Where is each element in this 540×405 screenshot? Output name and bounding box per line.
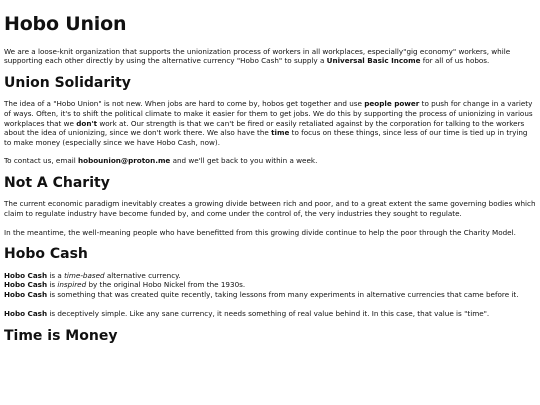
solidarity-bold-people-power: people power (364, 99, 420, 109)
solidarity-paragraph (4, 99, 536, 147)
charity-paragraph-1: The current economic paradigm inevitably creates a growing divide between rich and poor, and to a great extent the same governing bodies which claim to regulate industry have become funded by, and come under the control of, the very industries they sought to regulate. (4, 199, 536, 219)
line-italic: inspired (57, 280, 87, 290)
time-is-money-heading: Time is Money (4, 327, 118, 344)
hobo-cash-bold: Hobo Cash (4, 270, 48, 280)
intro-paragraph (4, 47, 536, 66)
solidarity-text-1: The idea of a "Hobo Union" is not new. When jobs are hard to come by, hobos get together and use (4, 99, 365, 109)
hobo-cash-line-2 (4, 280, 245, 289)
line-text: by the original Hobo Nickel from the 1930s. (86, 280, 246, 290)
page-title: Hobo Union (4, 13, 127, 35)
charity-paragraph-2: In the meantime, the well-meaning people who have benefitted from this growing divide continue to help the poor through the Charity Model. (4, 227, 516, 237)
contact-email[interactable]: hobounion@proton.me (78, 156, 171, 166)
hobo-cash-heading: Hobo Cash (4, 246, 88, 263)
line-italic: time-based (64, 270, 105, 280)
line-text: alternative currency. (104, 270, 181, 280)
line-text: is something that was created quite recently, taking lessons from many experiments in alternative currencies that came before it. (47, 289, 519, 299)
hobo-cash-bold: Hobo Cash (4, 280, 48, 290)
solidarity-text-3: work at. Our strength is that we can't be fired or easily retaliated against by the corporation for talking to the workers about the idea of unionizing, since we don't work there. We also have the (4, 118, 525, 138)
hobo-cash-bold: Hobo Cash (4, 309, 48, 319)
solidarity-text-4: to focus on these things, since less of our time is tied up in trying to make money (especially since we have Hobo Cash, now). (4, 128, 528, 147)
hobo-cash-bold: Hobo Cash (4, 289, 48, 299)
intro-ubi-bold: Universal Basic Income (326, 56, 421, 66)
paragraph-text: is deceptively simple. Like any sane currency, it needs something of real value behind it. In this case, that value is "time". (47, 309, 490, 319)
hobo-cash-lines (4, 271, 536, 300)
hobo-cash-line-1 (4, 271, 181, 280)
intro-text-2: for all of us hobos. (420, 56, 490, 66)
solidarity-bold-dont: don't (76, 118, 98, 128)
hobo-cash-paragraph (4, 309, 536, 319)
hobo-cash-line-3 (4, 290, 519, 299)
solidarity-heading: Union Solidarity (4, 75, 131, 92)
intro-text-1: We are a loose-knit organization that supports the unionization process of workers in all workplaces, especially"gig economy" workers, while supporting each other directly by using the alternative currency "Hobo Cash" to supply a (4, 46, 511, 66)
contact-paragraph (4, 156, 536, 166)
charity-heading: Not A Charity (4, 175, 110, 192)
solidarity-bold-time: time (271, 128, 290, 138)
solidarity-text-2: to push for change in a variety of ways. Often, it's to shift the political climate to make it easier for them to get jobs. We do this by supporting the process of unionizing in various workplaces that we (4, 99, 533, 128)
contact-text-1: To contact us, email (4, 156, 79, 166)
line-text: is (47, 280, 58, 290)
contact-text-2: and we'll get back to you within a week. (170, 156, 318, 166)
line-text: is a (47, 270, 65, 280)
